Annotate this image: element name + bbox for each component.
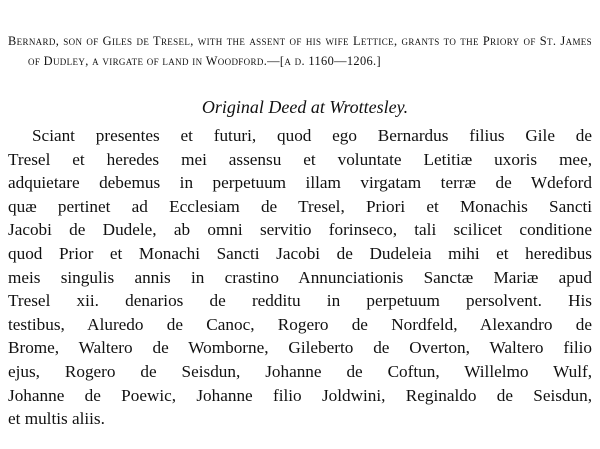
body-line: Johanne de Poewic, Johanne filio Joldwini, Reginaldo de Seisdun,: [8, 385, 592, 405]
body-line: Tresel xii. denarios de redditu in perpetuum persolvent. His: [8, 291, 592, 311]
body-line: Jacobi de Dudele, ab omni servitio forinseco, tali scilicet conditione: [8, 220, 592, 240]
body-line: Brome, Waltero de Womborne, Gileberto de Overton, Waltero filio: [8, 338, 592, 358]
body-line: quæ pertinet ad Ecclesiam de Tresel, Priori et Monachis Sancti: [8, 196, 592, 216]
body-line: testibus, Aluredo de Canoc, Rogero de Nordfeld, Alexandro de: [8, 314, 592, 334]
body-line: Tresel et heredes mei assensu et voluntate Letitiæ uxoris mee,: [8, 149, 592, 169]
deed-body: [8, 124, 592, 431]
body-line: Sciant presentes et futuri, quod ego Bernardus filius Gile de: [32, 126, 592, 145]
body-line: meis singulis annis in crastino Annunciationis Sanctæ Mariæ apud: [8, 267, 592, 287]
body-line: quod Prior et Monachi Sancti Jacobi de Dudeleia mihi et heredibus: [8, 243, 592, 263]
body-line: ejus, Rogero de Seisdun, Johanne de Coftun, Willelmo Wulf,: [8, 361, 592, 381]
deed-subtitle: Original Deed at Wrottesley.: [201, 97, 409, 117]
deed-heading-text: Bernard, son of Giles de Tresel, with the assent of his wife Lettice, grants to the Priory of St. James of Dudley, a virgate of land in Woodford.—[a d. 1160—1206.]: [8, 34, 592, 68]
body-line: adquietare debemus in perpetuum illam virgatam terræ de Wdeford: [8, 173, 592, 193]
deed-heading: [8, 31, 592, 71]
body-line: et multis aliis.: [8, 409, 105, 429]
